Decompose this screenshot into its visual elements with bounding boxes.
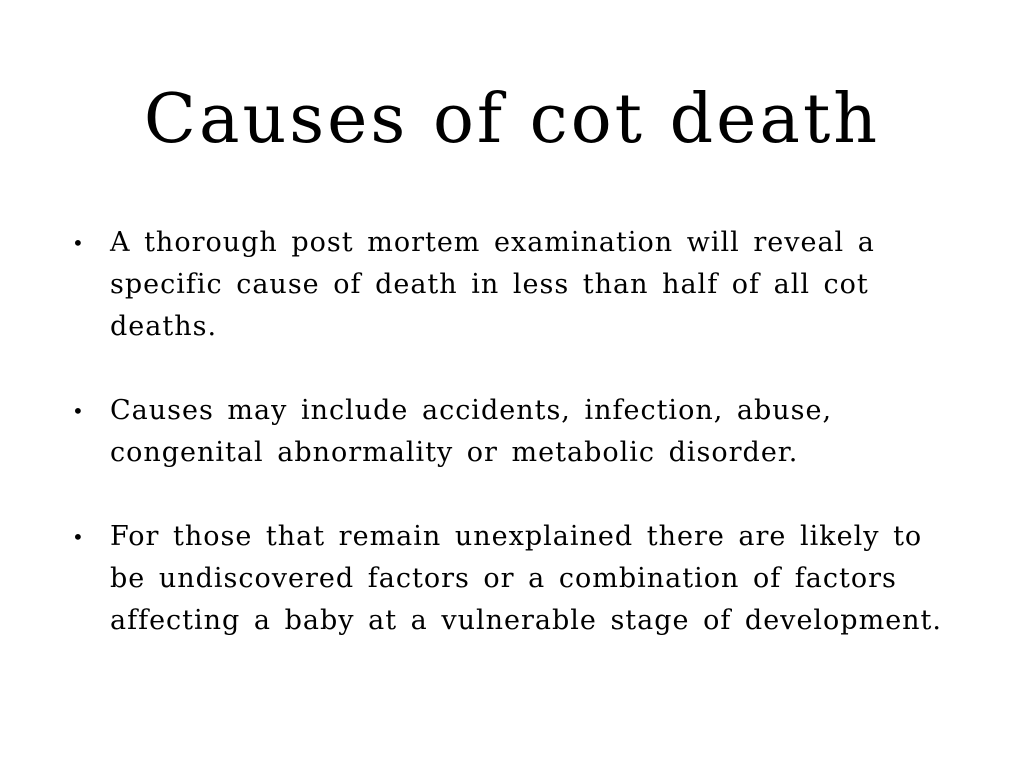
bullet-item-causes xyxy=(70,390,960,474)
bullet-marker: • xyxy=(72,525,85,549)
bullet-marker: • xyxy=(72,399,85,423)
bullet-text: For those that remain unexplained there are likely to be undiscovered factors or a combination of factors affecting a baby at a vulnerable stage of development. xyxy=(110,521,942,636)
bullet-list xyxy=(70,222,960,684)
bullet-text: Causes may include accidents, infection, abuse, congenital abnormality or metabolic disorder. xyxy=(110,395,833,468)
slide-title: Causes of cot death xyxy=(143,80,881,159)
bullet-item-post-mortem xyxy=(70,222,960,348)
bullet-marker: • xyxy=(72,231,85,255)
bullet-text: A thorough post mortem examination will reveal a specific cause of death in less than half of all cot deaths. xyxy=(110,227,875,342)
bullet-item-unexplained xyxy=(70,516,960,642)
